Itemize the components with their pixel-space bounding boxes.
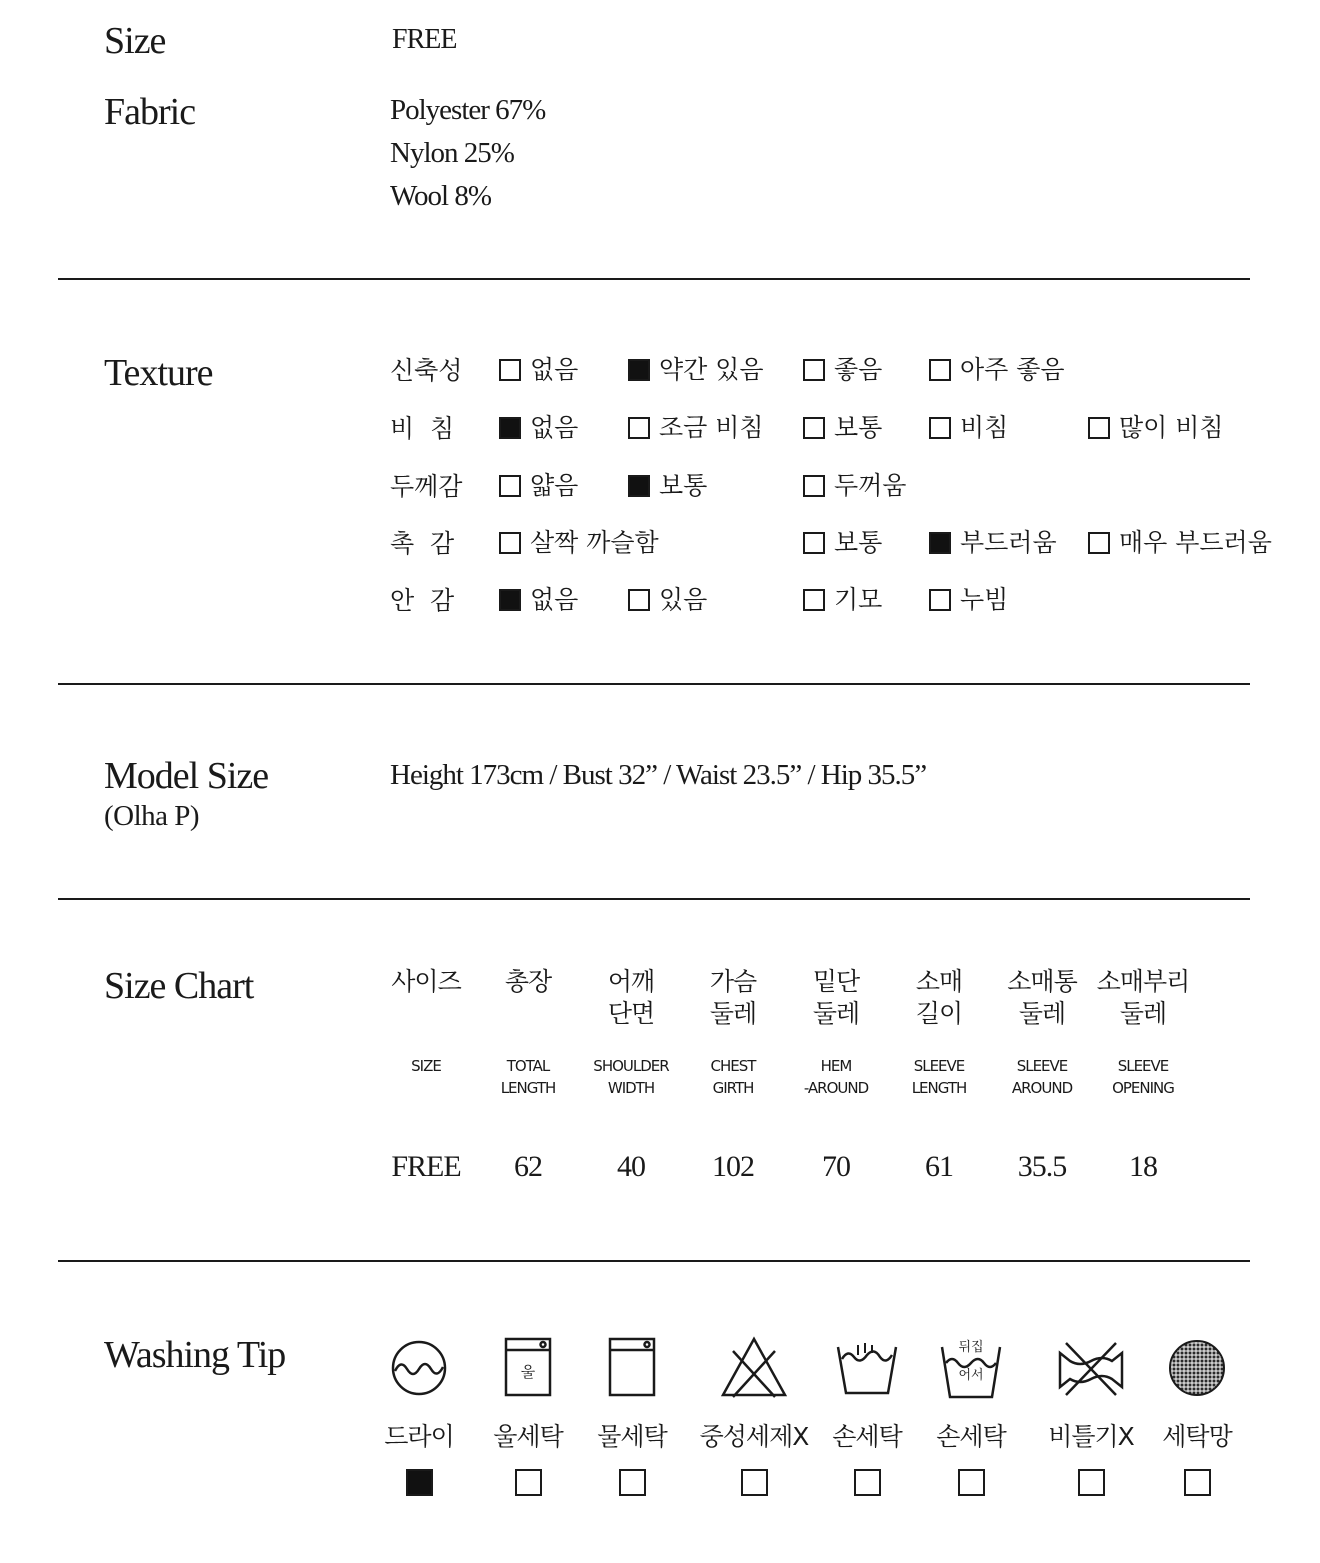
- texture-option-label: 아주 좋음: [960, 355, 1065, 384]
- size-chart-header-en: GIRTH: [712, 1079, 754, 1097]
- unchecked-box-icon: [958, 1469, 985, 1496]
- size-chart-header-ko: 어깨: [607, 967, 655, 996]
- fabric-line: Polyester 67%: [390, 94, 546, 126]
- texture-option: [803, 415, 882, 440]
- checked-box-icon: [499, 417, 521, 439]
- size-chart-header-en: SIZE: [411, 1057, 441, 1075]
- texture-option-label: 기모: [834, 585, 883, 614]
- unchecked-box-icon: [499, 359, 521, 381]
- divider: [58, 898, 1250, 900]
- size-chart-header-ko: 둘레: [812, 999, 860, 1028]
- wool-wash-icon: [493, 1333, 563, 1403]
- texture-option: [803, 587, 882, 612]
- texture-option-label: 없음: [530, 585, 579, 614]
- size-chart-value: 102: [712, 1150, 754, 1183]
- size-chart-header-en: LENGTH: [911, 1079, 967, 1097]
- unchecked-box-icon: [619, 1469, 646, 1496]
- unchecked-box-icon: [741, 1469, 768, 1496]
- size-chart-header-en: AROUND: [1011, 1079, 1073, 1097]
- hand-wash-icon: [832, 1333, 902, 1403]
- size-chart-value: 61: [925, 1150, 953, 1183]
- washing-tip-label: 물세탁: [597, 1422, 667, 1451]
- unchecked-box-icon: [803, 475, 825, 497]
- texture-option: [929, 415, 1008, 440]
- unchecked-box-icon: [929, 359, 951, 381]
- texture-option: [929, 357, 1065, 382]
- size-chart-header-en: TOTAL: [506, 1057, 550, 1075]
- checked-box-icon: [406, 1469, 433, 1496]
- size-chart-header-ko: 소매: [915, 967, 963, 996]
- laundry-net-icon: [1162, 1333, 1232, 1403]
- size-chart-header-en: OPENING: [1112, 1079, 1174, 1097]
- size-chart-value: 35.5: [1017, 1150, 1067, 1183]
- checked-box-icon: [929, 532, 951, 554]
- texture-option: [499, 357, 578, 382]
- dry-clean-icon: [384, 1333, 454, 1403]
- texture-option-label: 얇음: [530, 471, 579, 500]
- size-chart-header-ko: 단면: [607, 999, 655, 1028]
- unchecked-box-icon: [929, 589, 951, 611]
- texture-row-label: 안 감: [390, 586, 455, 615]
- texture-option: [499, 415, 578, 440]
- washing-tip-label: 비틀기X: [1048, 1422, 1134, 1451]
- texture-option-label: 조금 비침: [659, 413, 764, 442]
- texture-option: [499, 473, 578, 498]
- texture-option-label: 보통: [834, 528, 883, 557]
- texture-option: [628, 357, 764, 382]
- model-size-heading: Model Size: [104, 755, 269, 797]
- unchecked-box-icon: [499, 475, 521, 497]
- size-chart-heading: Size Chart: [104, 965, 254, 1007]
- texture-option: [803, 357, 882, 382]
- svg-text:울: 울: [520, 1363, 536, 1381]
- inside-out-hand-wash-icon: [936, 1333, 1006, 1403]
- unchecked-box-icon: [628, 417, 650, 439]
- texture-option: [1088, 530, 1272, 555]
- texture-option: [499, 587, 578, 612]
- texture-row-label: 비 침: [390, 414, 455, 443]
- size-heading: Size: [104, 20, 166, 62]
- size-chart-header-en: WIDTH: [607, 1079, 655, 1097]
- texture-option-label: 누빔: [960, 585, 1009, 614]
- size-chart-header-ko: 밑단: [812, 967, 860, 996]
- unchecked-box-icon: [1078, 1469, 1105, 1496]
- fabric-heading: Fabric: [104, 91, 196, 133]
- size-chart-header-ko: 둘레: [1119, 999, 1167, 1028]
- size-chart-header-ko: 사이즈: [391, 967, 461, 996]
- size-chart-header-ko: 총장: [504, 967, 552, 996]
- texture-option-label: 있음: [659, 585, 708, 614]
- unchecked-box-icon: [929, 417, 951, 439]
- unchecked-box-icon: [515, 1469, 542, 1496]
- unchecked-box-icon: [803, 417, 825, 439]
- size-chart-header-en: SLEEVE: [1016, 1057, 1068, 1075]
- texture-option: [803, 473, 906, 498]
- washing-tip-label: 세탁망: [1162, 1422, 1232, 1451]
- washing-tip-label: 드라이: [384, 1422, 454, 1451]
- washing-tip-label: 울세탁: [493, 1422, 563, 1451]
- size-chart-header-ko: 둘레: [1018, 999, 1066, 1028]
- unchecked-box-icon: [1088, 532, 1110, 554]
- size-chart-header-ko: 소매통: [1007, 967, 1077, 996]
- svg-text:어서: 어서: [958, 1368, 984, 1383]
- checked-box-icon: [628, 475, 650, 497]
- checked-box-icon: [499, 589, 521, 611]
- size-chart-header-ko: 길이: [915, 999, 963, 1028]
- texture-option: [803, 530, 882, 555]
- model-measurements: Height 173cm / Bust 32” / Waist 23.5” / Hip 35.5”: [390, 759, 927, 791]
- unchecked-box-icon: [499, 532, 521, 554]
- checked-box-icon: [628, 359, 650, 381]
- texture-option-label: 없음: [530, 355, 579, 384]
- no-wring-icon: [1056, 1333, 1126, 1403]
- size-chart-header-ko: 소매부리: [1096, 967, 1190, 996]
- size-chart-value: 40: [617, 1150, 645, 1183]
- washing-tip-label: 손세탁: [936, 1422, 1006, 1451]
- no-bleach-icon: [719, 1333, 789, 1403]
- texture-option: [499, 530, 659, 555]
- size-chart-header-en: -AROUND: [803, 1079, 869, 1097]
- size-value: FREE: [392, 24, 457, 55]
- unchecked-box-icon: [803, 589, 825, 611]
- texture-option-label: 부드러움: [960, 528, 1057, 557]
- size-chart-header-en: LENGTH: [500, 1079, 556, 1097]
- texture-option: [628, 415, 764, 440]
- unchecked-box-icon: [628, 589, 650, 611]
- texture-option-label: 보통: [834, 413, 883, 442]
- texture-option-label: 약간 있음: [659, 355, 764, 384]
- texture-option: [628, 587, 707, 612]
- texture-row-label: 촉 감: [390, 529, 455, 558]
- texture-option: [1088, 415, 1224, 440]
- divider: [58, 278, 1250, 280]
- texture-option-label: 많이 비침: [1119, 413, 1224, 442]
- unchecked-box-icon: [1184, 1469, 1211, 1496]
- divider: [58, 683, 1250, 685]
- size-chart-header-en: SLEEVE: [913, 1057, 965, 1075]
- washing-tip-label: 손세탁: [832, 1422, 902, 1451]
- texture-option: [628, 473, 707, 498]
- size-chart-header-en: CHEST: [710, 1057, 756, 1075]
- size-chart-header-ko: 둘레: [709, 999, 757, 1028]
- texture-option-label: 좋음: [834, 355, 883, 384]
- size-chart-value: FREE: [391, 1150, 461, 1183]
- fabric-line: Wool 8%: [390, 180, 492, 212]
- size-chart-value: 18: [1129, 1150, 1157, 1183]
- texture-option: [929, 587, 1008, 612]
- unchecked-box-icon: [854, 1469, 881, 1496]
- texture-option-label: 비침: [960, 413, 1009, 442]
- size-chart-value: 70: [822, 1150, 850, 1183]
- size-chart-header-en: SLEEVE: [1117, 1057, 1169, 1075]
- texture-option: [929, 530, 1057, 555]
- size-chart-value: 62: [514, 1150, 542, 1183]
- unchecked-box-icon: [803, 359, 825, 381]
- texture-option-label: 매우 부드러움: [1119, 528, 1272, 557]
- svg-text:뒤집: 뒤집: [958, 1340, 984, 1355]
- washing-tip-label: 중성세제X: [699, 1422, 809, 1451]
- divider: [58, 1260, 1250, 1262]
- unchecked-box-icon: [803, 532, 825, 554]
- size-chart-header-ko: 가슴: [709, 967, 757, 996]
- unchecked-box-icon: [1088, 417, 1110, 439]
- size-chart-header-en: HEM: [820, 1057, 852, 1075]
- texture-heading: Texture: [104, 352, 213, 394]
- size-chart-header-en: SHOULDER: [593, 1057, 669, 1075]
- model-name: (Olha P): [104, 800, 200, 832]
- texture-option-label: 없음: [530, 413, 579, 442]
- texture-option-label: 살짝 까슬함: [530, 528, 659, 557]
- texture-row-label: 신축성: [390, 356, 463, 385]
- texture-option-label: 두꺼움: [834, 471, 907, 500]
- fabric-line: Nylon 25%: [390, 137, 514, 169]
- water-wash-icon: [597, 1333, 667, 1403]
- texture-option-label: 보통: [659, 471, 708, 500]
- texture-row-label: 두께감: [390, 472, 463, 501]
- washing-tip-heading: Washing Tip: [104, 1334, 286, 1376]
